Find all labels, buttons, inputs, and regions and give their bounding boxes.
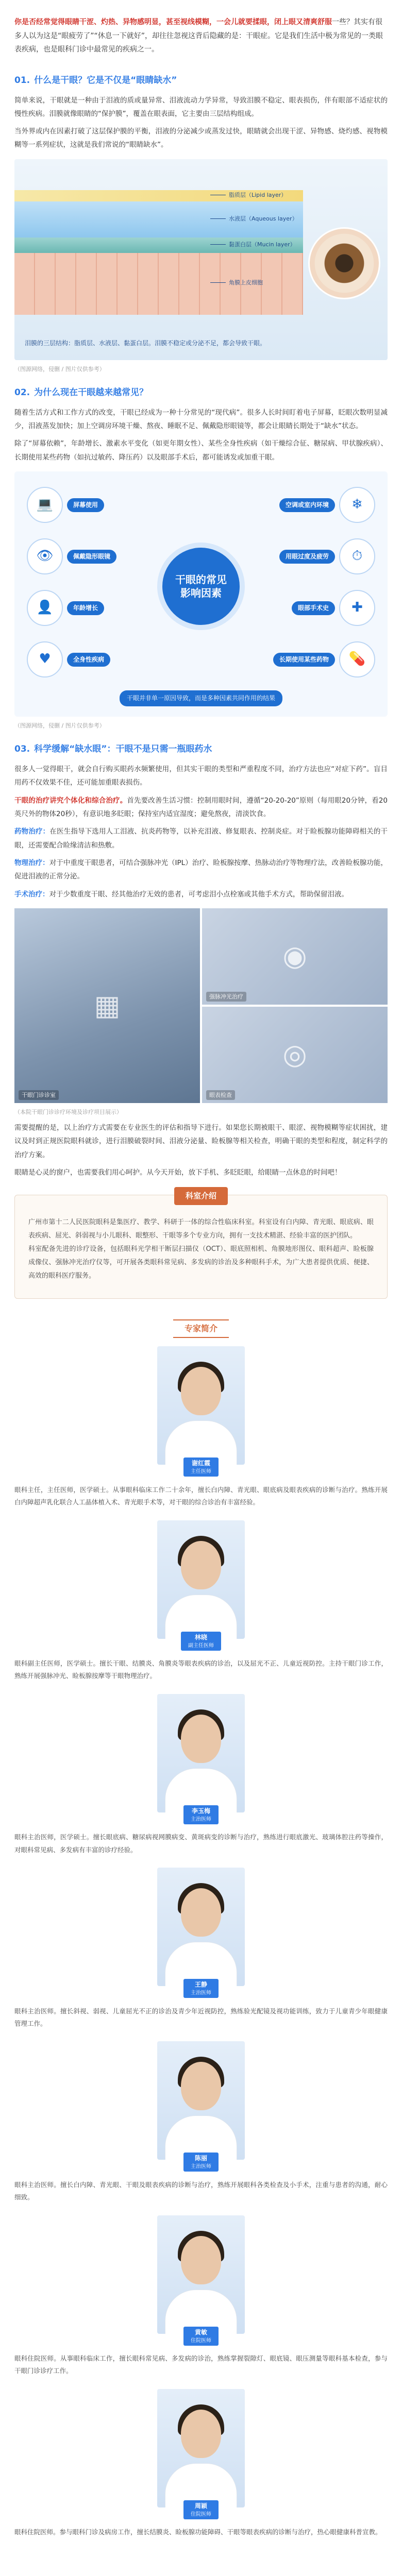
section-1-paragraph-2: 当外界或内在因素打破了这层保护膜的平衡，泪液的分泌减少或蒸发过快，眼睛就会出现干涩、异物感、烧灼感、视物模糊等一系列症状，这就是我们常说的“眼睛缺水”。 (14, 127, 388, 149)
section-3-paragraph-1: 很多人一觉得眼干，就会自行购买眼药水频繁使用，但其实干眼的类型和严重程度不同，治疗方法也应“对症下药”。盲目用药不仅效果不佳，还可能加重眼表损伤。 (14, 765, 388, 787)
expert-name-tag (181, 1632, 221, 1651)
dry-eye-factors-infographic (14, 471, 388, 717)
expert-card (14, 2215, 388, 2378)
expert-name-tag (183, 1458, 219, 1477)
infographic-center-circle: 干眼的常见 影响因素 (162, 548, 240, 625)
intro-lead-red: 你是否经常觉得眼睛干涩、灼热、异物感明显，甚至视线模糊，一会儿就要揉眼，闭上眼又清爽舒服 (14, 18, 332, 26)
expert-card (14, 2389, 388, 2539)
section-2-image-source: （图源网络，侵删 / 图片仅供参考） (14, 722, 105, 730)
clinic-room-icon: ▦ (94, 989, 121, 1022)
expert-role: 主治医师 (191, 2164, 211, 2170)
section-3-title: 科学缓解“缺水眼”：干眼不是只需一瓶眼药水 (34, 744, 212, 755)
expert-name: 黄敏 (194, 2328, 207, 2336)
clinic-photo-collage (14, 908, 388, 1103)
section-1-paragraph-1: 简单来说，干眼就是一种由于泪液的质或量异常、泪液流动力学异常，导致泪膜不稳定、眼表损伤，伴有眼部不适症状的慢性疾病。泪膜就像眼睛的“保护膜”，覆盖在眼表面，它主要由三层结构组成。 (14, 96, 388, 118)
department-intro-box (14, 1191, 388, 1299)
section-1 (0, 73, 402, 152)
section-3-paragraph-3: 药物治疗：在医生指导下选用人工泪液、抗炎药物等，以补充泪液、修复眼表、控制炎症。对于睑板腺功能障碍相关的干眼，还需要配合睑缘清洁和热敷。 (14, 827, 388, 850)
factor-item: 💊 长期使用某些药物 (262, 641, 375, 677)
aqueous-layer-label: 水液层（Aqueous layer） (210, 214, 298, 224)
expert-name-tag (183, 1805, 219, 1824)
factor-item: ⏱ 用眼过度及疲劳 (262, 538, 375, 574)
expert-card (14, 1694, 388, 1856)
expert-name: 王静 (194, 1981, 207, 1989)
expert-role: 主治医师 (191, 1816, 211, 1822)
section-1-title: 什么是干眼？它是不仅是“眼睛缺水” (34, 75, 177, 86)
expert-name-tag (183, 1979, 219, 1998)
section-3-paragraph-7: 眼睛是心灵的窗户，也需要我们用心呵护。从今天开始，放下手机、多眨眨眼，给眼睛一点休息的时间吧！ (14, 1168, 342, 1177)
expert-name: 林晓 (194, 1633, 207, 1641)
pill-icon: 💊 (339, 641, 375, 677)
mucin-layer-label: 黏蛋白层（Mucin layer） (210, 240, 296, 249)
section-2 (0, 385, 402, 464)
factor-item: ❄ 空调或室内环境 (262, 487, 375, 523)
section-2-number: 02. (14, 387, 30, 398)
person-icon: 👤 (27, 590, 63, 626)
section-3-paragraph-2: 干眼的治疗讲究个体化和综合治疗。首先要改善生活习惯：控制用眼时间，遵循“20-20-20”原则（每用眼20分钟，看20英尺外的物体20秒），有意识地多眨眼；保持室内适宜湿度；避免熬夜，清淡饮食。 (14, 796, 388, 818)
tear-film-diagram (14, 159, 388, 360)
factor-item: ♥ 全身性疾病 (27, 641, 140, 677)
expert-role: 主任医师 (191, 1469, 211, 1475)
factor-item: 👤 年龄增长 (27, 590, 140, 626)
eye-icon: 👁 (27, 538, 63, 574)
expert-bio: 眼科主治医师。擅长斜视、弱视、儿童屈光不正的诊治及青少年近视防控，熟练验光配镜及视功能训练，致力于儿童青少年眼健康管理工作。 (14, 2007, 388, 2027)
section-3-paragraph-5: 手术治疗：对于少数重度干眼、经其他治疗无效的患者，可考虑泪小点栓塞或其他手术方式，帮助保留泪液。 (14, 890, 348, 899)
experts-list (0, 1346, 402, 2538)
intro-lead-rest: 一些？其实有很多人以为这是“眼疲劳了”“休息一下就好”，却往往忽视这背后隐藏的是：干眼症。它是我们生活中极为常见的一类眼表疾病，也是眼科门诊中最常见的疾病之一。 (14, 18, 383, 54)
section-2-title: 为什么现在干眼越来越常见？ (34, 387, 148, 398)
expert-bio: 眼科住院医师。从事眼科临床工作，擅长眼科常见病、多发病的诊治，熟练掌握裂隙灯、眼底镜、眼压测量等眼科基本检查，参与干眼门诊诊疗工作。 (14, 2354, 388, 2375)
diagram-caption: 泪膜的三层结构：脂质层、水液层、黏蛋白层。泪膜不稳定或分泌不足，都会导致干眼。 (25, 339, 266, 347)
clinic-room-photo: ▦ 干眼门诊诊室 (14, 908, 200, 1103)
ipl-treatment-photo: ◉ 强脉冲光治疗 (202, 908, 388, 1005)
factor-item: 💻 屏幕使用 (27, 487, 140, 523)
lipid-layer-label: 脂质层（Lipid layer） (210, 190, 287, 200)
expert-name-tag (183, 2153, 219, 2172)
expert-portrait (157, 2389, 245, 2507)
section-3-image-caption: （本院干眼门诊诊疗环境及诊疗项目展示） (14, 1108, 122, 1115)
screen-icon: 💻 (27, 487, 63, 523)
expert-bio: 眼科主治医师。擅长白内障、青光眼、干眼及眼表疾病的诊断与治疗，熟练开展眼科各类检查及小手术，注重与患者的沟通，耐心细致。 (14, 2180, 388, 2201)
department-paragraph-2: 科室配备先进的诊疗设备，包括眼科光学相干断层扫描仪（OCT）、眼底照相机、角膜地形图仪、眼科超声、睑板腺成像仪、强脉冲光治疗仪等，可开展各类眼科常见病、多发病的诊治及多种眼科手术，为广大患者提供优质、便捷、高效的眼科医疗服务。 (28, 1245, 374, 1280)
section-1-image-source: （图源网络，侵删 / 图片仅供参考） (14, 365, 105, 372)
expert-role: 主治医师 (191, 1990, 211, 1996)
infographic-footer: 干眼并非单一原因导致，而是多种因素共同作用的结果 (14, 690, 388, 706)
expert-role: 住院医师 (191, 2511, 211, 2517)
article-intro (0, 0, 402, 62)
expert-name: 周颖 (194, 2502, 207, 2510)
expert-bio: 眼科副主任医师，医学硕士。擅长干眼、结膜炎、角膜炎等眼表疾病的诊治，以及屈光不正、儿童近视防控。主持干眼门诊工作，熟练开展强脉冲光、睑板腺按摩等干眼物理治疗。 (14, 1659, 388, 1680)
section-3 (0, 742, 402, 901)
snowflake-icon: ❄ (339, 487, 375, 523)
section-3-paragraph-4: 物理治疗：对于中重度干眼患者，可结合强脉冲光（IPL）治疗、睑板腺按摩、热脉动治疗等物理疗法，改善睑板腺功能，促进泪液的正常分泌。 (14, 858, 388, 881)
expert-role: 住院医师 (191, 2337, 211, 2344)
expert-portrait (157, 1346, 245, 1465)
medical-cross-icon: ✚ (339, 590, 375, 626)
factor-item: ✚ 眼部手术史 (262, 590, 375, 626)
expert-name: 李玉梅 (191, 1807, 210, 1815)
expert-portrait (157, 2215, 245, 2334)
expert-name: 陈丽 (194, 2155, 207, 2162)
heart-icon: ♥ (27, 641, 63, 677)
eye-exam-photo: ◎ 眼表检查 (202, 1007, 388, 1103)
expert-portrait (157, 1868, 245, 1989)
clock-icon: ⏱ (339, 538, 375, 574)
expert-card (14, 1346, 388, 1509)
expert-portrait (157, 2041, 245, 2160)
factor-item: 👁 佩戴隐形眼镜 (27, 538, 140, 574)
expert-portrait (157, 1520, 245, 1639)
expert-name-tag (183, 2500, 219, 2519)
treatment-icon: ◉ (282, 940, 307, 973)
epithelium-label: 角膜上皮细胞 (210, 278, 263, 287)
experts-heading: 专家简介 (0, 1319, 402, 1338)
expert-bio: 眼科主任，主任医师，医学硕士。从事眼科临床工作二十余年，擅长白内障、青光眼、眼底病及眼表疾病的诊断与治疗。熟练开展白内障超声乳化联合人工晶体植入术、青光眼手术等，对干眼的综合诊治有丰富经验。 (14, 1485, 388, 1506)
section-2-heading (14, 385, 388, 401)
expert-card (14, 1868, 388, 2030)
section-2-paragraph-1: 随着生活方式和工作方式的改变，干眼已经成为一种十分常见的“现代病”。很多人长时间盯着电子屏幕，眨眼次数明显减少，泪液蒸发加快；加上空调房环境干燥、熬夜、睡眠不足、佩戴隐形眼镜等，都会让眼睛长期处于“缺水”状态。 (14, 408, 388, 431)
section-3-number: 03. (14, 744, 30, 755)
section-2-paragraph-2: 除了“屏幕依赖”，年龄增长、激素水平变化（如更年期女性）、某些全身性疾病（如干燥综合征、糖尿病、甲状腺疾病）、长期使用某些药物（如抗过敏药、降压药）以及眼部手术后，都可能诱发或加重干眼。 (14, 439, 388, 462)
eye-exam-icon: ◎ (282, 1038, 307, 1071)
expert-portrait (157, 1694, 245, 1812)
eye-closeup-icon (308, 227, 380, 299)
section-3-heading (14, 742, 388, 757)
expert-bio: 眼科主治医师，医学硕士。擅长眼底病、糖尿病视网膜病变、黄斑病变的诊断与治疗，熟练进行眼底激光、玻璃体腔注药等操作，对眼科常见病、多发病有丰富的诊疗经验。 (14, 1833, 388, 1854)
section-1-number: 01. (14, 75, 30, 86)
expert-role: 副主任医师 (188, 1642, 214, 1649)
expert-name: 谢红霞 (191, 1460, 210, 1467)
expert-bio: 眼科住院医师。参与眼科门诊及病房工作，擅长结膜炎、睑板腺功能障碍、干眼等眼表疾病的诊断与治疗，热心眼健康科普宣教。 (14, 2528, 382, 2536)
section-3-paragraph-6: 需要提醒的是，以上治疗方式需要在专业医生的评估和指导下进行。如果您长期被眼干、眼涩、视物模糊等症状困扰，建议及时到正规医院眼科就诊，进行泪膜破裂时间、泪液分泌量、睑板腺等相关检查，明确干眼的类型和程度，制定科学的治疗方案。 (14, 1124, 388, 1159)
expert-card (14, 2041, 388, 2204)
expert-card (14, 1520, 388, 1683)
department-intro-title: 科室介绍 (174, 1187, 228, 1205)
expert-name-tag (183, 2327, 219, 2346)
section-1-heading (14, 73, 388, 89)
department-paragraph-1: 广州市第十二人民医院眼科是集医疗、教学、科研于一体的综合性临床科室。科室设有白内障、青光眼、眼底病、眼表疾病、屈光、斜弱视与小儿眼科、眼整形、干眼等多个专业方向，拥有一支技术精湛、经验丰富的医护团队。 (28, 1218, 374, 1240)
